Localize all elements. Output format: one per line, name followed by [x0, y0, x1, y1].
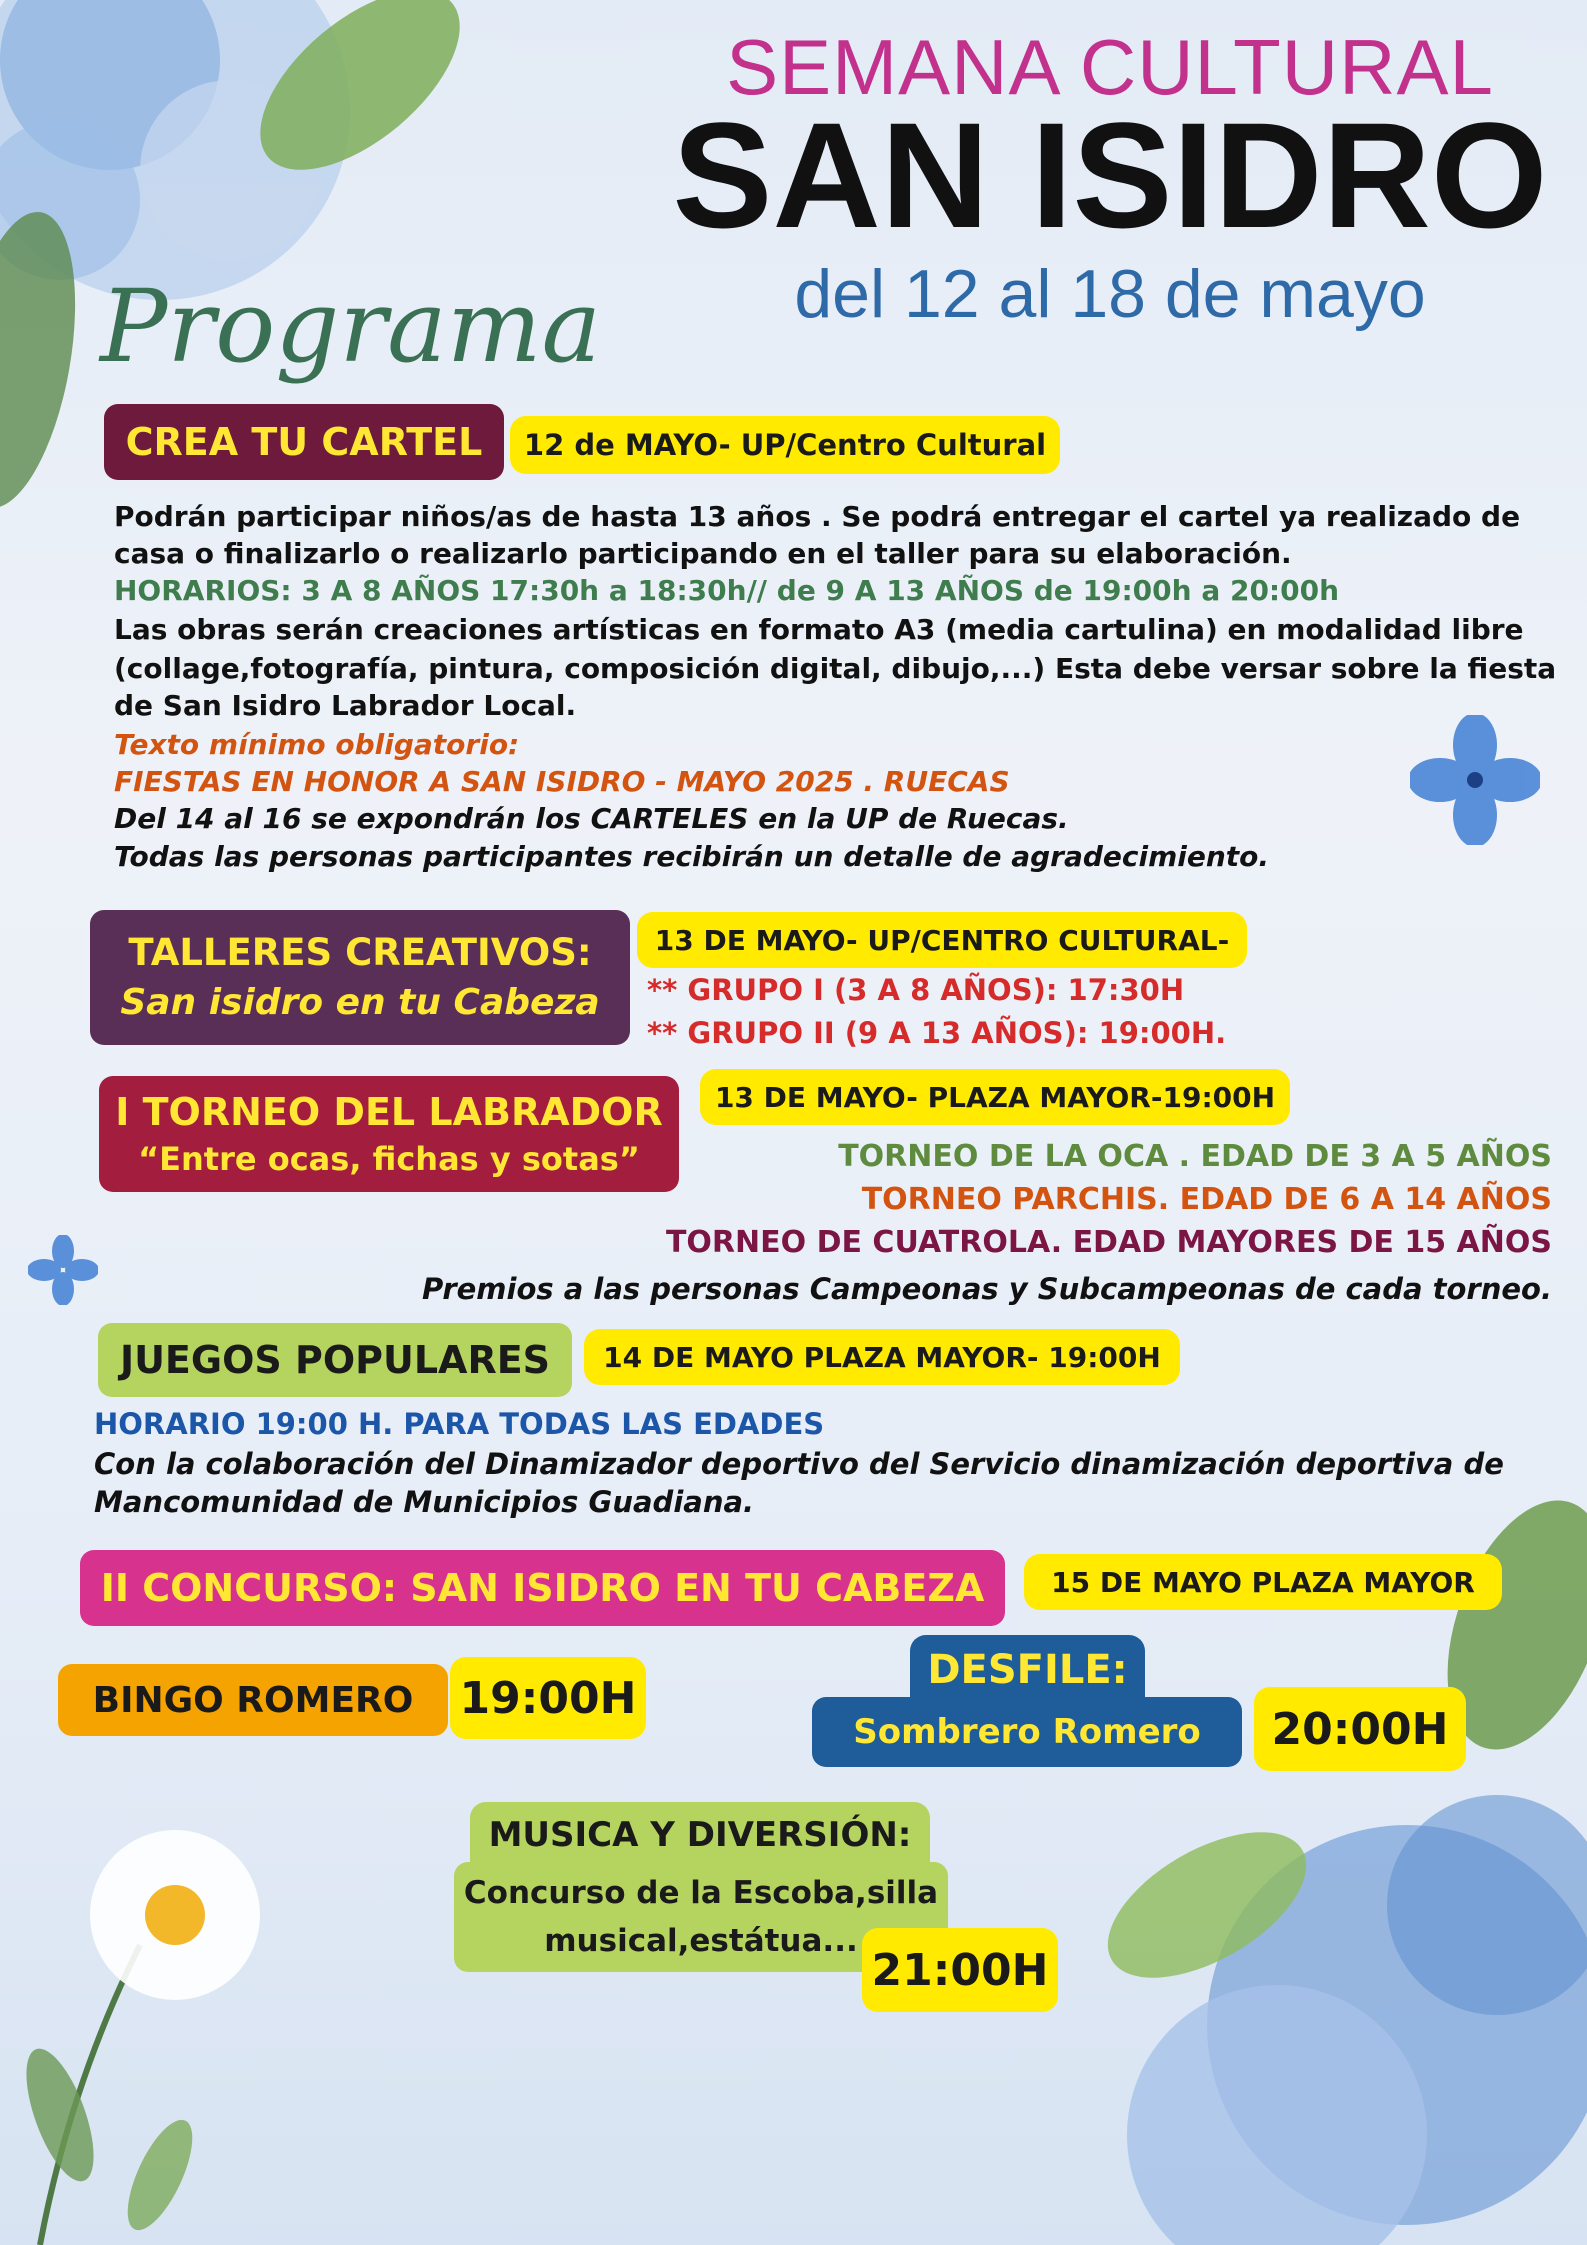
crea-line6: de San Isidro Labrador Local. — [114, 689, 577, 722]
torneo-subtitle: “Entre ocas, fichas y sotas” — [138, 1140, 640, 1178]
desfile-time-badge: 20:00H — [1254, 1687, 1466, 1771]
talleres-subtitle: San isidro en tu Cabeza — [120, 981, 600, 1023]
concurso-date-badge: 15 DE MAYO PLAZA MAYOR — [1024, 1554, 1502, 1610]
musica-title: MUSICA Y DIVERSIÓN: — [470, 1802, 930, 1868]
musica-time-badge: 21:00H — [862, 1928, 1058, 2012]
musica-line1: Concurso de la Escoba,silla — [463, 1875, 939, 1911]
bottom-left-floral-decoration — [0, 1785, 360, 2245]
juegos-colab2: Mancomunidad de Municipios Guadiana. — [94, 1485, 755, 1519]
crea-date-badge: 12 de MAYO- UP/Centro Cultural — [510, 416, 1060, 474]
torneo-cuatrola: TORNEO DE CUATROLA. EDAD MAYORES DE 15 AÑOS — [665, 1225, 1552, 1260]
header-dates: del 12 al 18 de mayo — [794, 256, 1426, 332]
juegos-colab1: Con la colaboración del Dinamizador deportivo del Servicio dinamización deportiva de — [94, 1447, 1504, 1481]
concurso-label: II CONCURSO: SAN ISIDRO EN TU CABEZA — [80, 1550, 1005, 1626]
juegos-label: JUEGOS POPULARES — [98, 1323, 572, 1397]
talleres-label — [90, 910, 630, 1045]
programa-title: Programa — [100, 268, 602, 385]
crea-texto-minimo: Texto mínimo obligatorio: — [114, 728, 520, 761]
torneo-title: I TORNEO DEL LABRADOR — [115, 1090, 663, 1134]
talleres-title: TALLERES CREATIVOS: — [128, 930, 592, 974]
crea-expo: Del 14 al 16 se expondrán los CARTELES en la UP de Ruecas. — [114, 802, 1069, 835]
crea-line4: Las obras serán creaciones artísticas en formato A3 (media cartulina) en modalidad libre — [114, 613, 1524, 646]
crea-line5: (collage,fotografía, pintura, composición digital, dibujo,...) Esta debe versar sobre la fiesta — [114, 652, 1557, 685]
small-blue-flower-icon — [1410, 715, 1540, 845]
torneo-oca: TORNEO DE LA OCA . EDAD DE 3 A 5 AÑOS — [838, 1139, 1552, 1174]
crea-horarios: HORARIOS: 3 A 8 AÑOS 17:30h a 18:30h// de 9 A 13 AÑOS de 19:00h a 20:00h — [114, 574, 1340, 607]
daisy-flower-icon — [90, 1830, 260, 2000]
page-title: SAN ISIDRO — [672, 91, 1548, 259]
torneo-label — [99, 1076, 679, 1192]
torneo-date-badge: 13 DE MAYO- PLAZA MAYOR-19:00H — [700, 1069, 1290, 1125]
juegos-date-badge: 14 DE MAYO PLAZA MAYOR- 19:00H — [584, 1329, 1180, 1385]
bingo-time-badge: 19:00H — [450, 1657, 646, 1739]
crea-fiestas: FIESTAS EN HONOR A SAN ISIDRO - MAYO 2025 . RUECAS — [114, 765, 1010, 798]
crea-line2: casa o finalizarlo o realizarlo participando en el taller para su elaboración. — [114, 537, 1292, 570]
talleres-date-badge: 13 DE MAYO- UP/CENTRO CULTURAL- — [637, 912, 1247, 968]
torneo-premios: Premios a las personas Campeonas y Subcampeonas de cada torneo. — [421, 1272, 1552, 1306]
desfile-title: DESFILE: — [910, 1635, 1145, 1705]
desfile-subtitle: Sombrero Romero — [812, 1697, 1242, 1767]
talleres-grupo1: ** GRUPO I (3 A 8 AÑOS): 17:30H — [647, 973, 1185, 1007]
torneo-parchis: TORNEO PARCHIS. EDAD DE 6 A 14 AÑOS — [861, 1182, 1552, 1217]
bingo-label: BINGO ROMERO — [58, 1664, 448, 1736]
crea-line1: Podrán participar niños/as de hasta 13 años . Se podrá entregar el cartel ya realizado de — [114, 500, 1521, 533]
header-subtitle: SEMANA CULTURAL — [726, 23, 1494, 111]
musica-line2: musical,estátua... — [544, 1923, 858, 1959]
juegos-horario: HORARIO 19:00 H. PARA TODAS LAS EDADES — [94, 1407, 825, 1441]
talleres-grupo2: ** GRUPO II (9 A 13 AÑOS): 19:00H. — [647, 1016, 1227, 1050]
crea-detalle: Todas las personas participantes recibirán un detalle de agradecimiento. — [114, 840, 1270, 873]
small-blue-flower-icon — [28, 1235, 98, 1305]
crea-tu-cartel-label: CREA TU CARTEL — [104, 404, 504, 480]
